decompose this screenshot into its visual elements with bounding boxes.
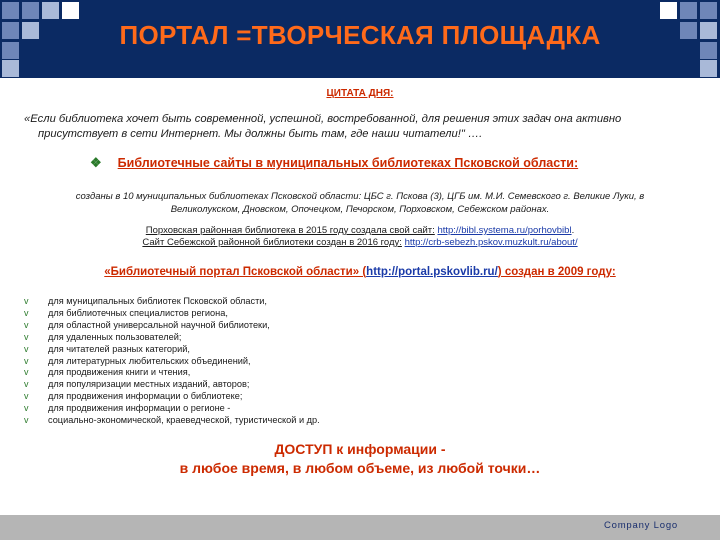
check-bullet-icon: v: [24, 367, 29, 378]
list-item-text: для муниципальных библиотек Псковской области,: [48, 296, 267, 306]
list-item: [24, 296, 704, 308]
decor-square: [680, 2, 697, 19]
list-item: [24, 391, 704, 403]
check-bullet-icon: v: [24, 331, 29, 342]
footer-bar: [0, 515, 720, 540]
list-item-text: для продвижения информации о регионе -: [48, 403, 231, 414]
sebezh-text: Сайт Себежской районной библиотеки создан в 2016 году:: [142, 237, 402, 248]
check-bullet-icon: v: [24, 415, 29, 426]
list-item: [24, 415, 704, 427]
decor-square: [700, 60, 717, 77]
created-line-1: созданы в 10 муниципальных библиотеках Псковской области: ЦБС г. Пскова (3), ЦГБ им. М.И. Семевского г. Великие Луки, в: [75, 191, 645, 202]
access-line-2: в любое время, в любом объеме, из любой точки…: [179, 460, 541, 476]
library-sites-heading: [90, 155, 578, 171]
list-item: [24, 367, 704, 379]
check-bullet-icon: v: [24, 403, 29, 414]
list-item-text: для читателей разных категорий,: [48, 343, 190, 354]
decor-square: [660, 2, 677, 19]
check-bullet-icon: v: [24, 343, 29, 354]
quote-line-2: присутствует в сети Интернет. Мы должны быть там, где наши читатели!" ….: [38, 128, 483, 140]
list-item-text: для продвижения информации о библиотеке;: [48, 391, 243, 402]
list-item: [24, 308, 704, 320]
portal-link[interactable]: http://portal.pskovlib.ru/: [366, 266, 498, 278]
library-sites-heading-text: Библиотечные сайты в муниципальных библиотеках Псковской области:: [117, 156, 579, 170]
decor-square: [42, 2, 59, 19]
company-logo-text: Company Logo: [603, 520, 678, 531]
access-statement: [0, 440, 720, 478]
sebezh-link[interactable]: http://crb-sebezh.pskov.muzkult.ru/about/: [404, 237, 578, 248]
check-bullet-icon: v: [24, 391, 29, 402]
check-bullet-icon: v: [24, 319, 29, 330]
diamond-bullet-icon: ❖: [90, 155, 102, 170]
list-item-text: для областной универсальной научной библиотеки,: [48, 319, 270, 330]
list-item: [24, 332, 704, 344]
list-item: [24, 320, 704, 332]
sebezh-line: [0, 237, 720, 249]
created-line-2: Великолукском, Дновском, Опочецком, Печорском, Порховском, Себежском районах.: [170, 204, 550, 215]
check-bullet-icon: v: [24, 307, 29, 318]
quote-line-1: «Если библиотека хочет быть современной, успешной, востребованной, для решения этих задач она активно: [24, 113, 622, 125]
list-item: [24, 403, 704, 415]
list-item-text: для удаленных пользователей;: [48, 331, 182, 342]
list-item-text: для популяризации местных изданий, авторов;: [48, 379, 250, 390]
access-line-1: ДОСТУП к информации -: [274, 441, 446, 457]
created-text: [20, 190, 700, 216]
regional-sites: [0, 225, 720, 249]
decor-square: [700, 2, 717, 19]
list-item-text: для литературных любительских объединений,: [48, 355, 251, 366]
header-banner: [0, 0, 720, 78]
decor-square: [2, 2, 19, 19]
porkhov-link[interactable]: http://bibl.systema.ru/porhovbibl: [437, 225, 572, 236]
list-item: [24, 356, 704, 368]
porkhov-end: .: [571, 225, 575, 236]
list-item-text: для продвижения книги и чтения,: [48, 367, 191, 378]
quote-heading: ЦИТАТА ДНЯ:: [326, 88, 394, 99]
check-bullet-icon: v: [24, 379, 29, 390]
list-item: [24, 379, 704, 391]
quote-text: [24, 112, 714, 142]
decor-square: [62, 2, 79, 19]
list-item: [24, 344, 704, 356]
portal-prefix: «Библиотечный портал Псковской области» (: [104, 266, 367, 278]
porkhov-text: Порховская районная библиотека в 2015 году создала свой сайт:: [145, 225, 435, 236]
decor-square: [22, 2, 39, 19]
porkhov-line: [0, 225, 720, 237]
decor-square: [2, 60, 19, 77]
purpose-list: [24, 296, 704, 427]
list-item-text: для библиотечных специалистов региона,: [48, 307, 228, 318]
slide-title: ПОРТАЛ =ТВОРЧЕСКАЯ ПЛОЩАДКА: [119, 20, 601, 50]
portal-heading: [0, 266, 720, 278]
check-bullet-icon: v: [24, 296, 29, 306]
check-bullet-icon: v: [24, 355, 29, 366]
portal-suffix: ) создан в 2009 году:: [497, 266, 616, 278]
list-item-text: социально-экономической, краеведческой, туристической и др.: [48, 415, 320, 426]
